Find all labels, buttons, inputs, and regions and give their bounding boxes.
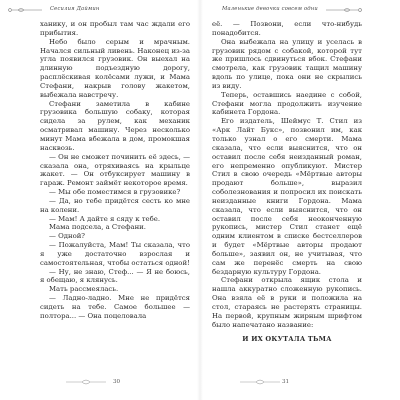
- paragraph: — Одной?: [49, 232, 86, 241]
- paragraph: Стефани заметила в кабине грузовика большую собаку, которая сидела за рулем, как механик осматривал машину. Через несколько минут Мама вбежала в дом, промокшая насквозь.: [40, 99, 190, 152]
- right-page-text: [212, 20, 362, 343]
- paragraph: Его издатель, Шеймус Т. Стил из «Арк Лайт Букс», позвонил им, как только узнал о его смерти. Мама сказала, что если выяснится, что он оставил после себя неизданный роман, его непременно опубликуют. Мистер Стил в свою очередь «Мёртвые авторы продают больше», выразил соболезнования и попросил их поискать неизданные книги Гордона. Мама сказала, что если выяснится, что он оставил после себя неоконченную рукопись, мистер Стил станет ещё одним клиентом в списке бестселлеров и будет «Мёртвые авторы продают больше», заявил он, не учитывая, что сам же перенёс смерть на свою бездарную культуру Гордона.: [212, 117, 362, 276]
- running-header-title: Маленькие девочки совсем одни: [222, 6, 318, 12]
- paragraph: — Ладно-ладно. Мне не придётся сидеть на тебе. Самое большее — полтора... — Она поцеловала: [40, 294, 190, 320]
- page-number: 31: [282, 379, 290, 385]
- right-page-header: [200, 6, 400, 18]
- paragraph: Стефани открыла ящик стола и нашла аккуратно сложенную рукопись. Она взяла её в руки и положила на стол, стараясь не растерять страницы. На первой, крупным жирным шрифтом было напечатано название:: [212, 276, 362, 329]
- running-header-author: Сесилия Даймин: [50, 6, 100, 12]
- paragraph: Мама подсела, а Стефани.: [49, 223, 146, 232]
- left-page-footer: [0, 378, 200, 390]
- page-number: 30: [113, 379, 121, 385]
- left-page-header: [0, 6, 200, 18]
- left-page-text: [40, 20, 190, 321]
- header-ornament-icon: [326, 7, 362, 13]
- paragraph: — Да, но тебе придётся сесть ко мне на колени.: [40, 196, 190, 214]
- paragraph: ханику, и он пробыл там час ждали его прибытия.: [40, 20, 190, 37]
- paragraph: Небо было серым и мрачным. Начался сильный ливень. Наконец из-за угла появился грузовик. Он выехал на длинную подъездную дорогу, расплёскивая колёсами лужи, и Мама Стефани, накрыв голову жакетом, выбежала навстречу.: [40, 37, 190, 99]
- footer-ornament-icon: [66, 378, 106, 388]
- paragraph: Теперь, оставшись наедине с собой, Стефани могла продолжить изучение кабинета Гордона.: [212, 90, 362, 117]
- paragraph: — Он не сможет починить её здесь, — сказала она, отряхиваясь на крыльце жакет. — Он отбуксирует машину в гараж. Ремонт займёт некоторое время.: [40, 152, 190, 188]
- paragraph: Мать рассмеялась.: [49, 285, 119, 294]
- paragraph: — Мы обе поместимся в грузовике?: [49, 188, 181, 197]
- paragraph: её. — Позвони, если что-нибудь понадобится.: [212, 20, 362, 37]
- paragraph: Она выбежала на улицу и уселась в грузовик рядом с собакой, которой тут же пришлось сдвинуться вбок. Стефани смотрела, как грузовик тащил машину вдоль по улице, пока они не скрылись из виду.: [212, 37, 362, 90]
- paragraph: — Ну, не знаю, Стеф... — Я не боюсь, я обещаю, я клянусь.: [40, 267, 190, 285]
- right-page: [200, 0, 400, 400]
- right-page-footer: [200, 378, 400, 390]
- paragraph: — Мам! А дайте я сяду к тебе.: [49, 214, 161, 223]
- header-ornament-icon: [8, 7, 42, 13]
- footer-ornament-icon: [240, 378, 280, 388]
- paragraph: — Пожалуйста, Мам! Ты сказала, что я уже достаточно взрослая и самостоятельная, чтобы остаться одной!: [40, 241, 190, 267]
- chapter-heading: И ИХ ОКУТАЛА ТЬМА: [242, 334, 332, 343]
